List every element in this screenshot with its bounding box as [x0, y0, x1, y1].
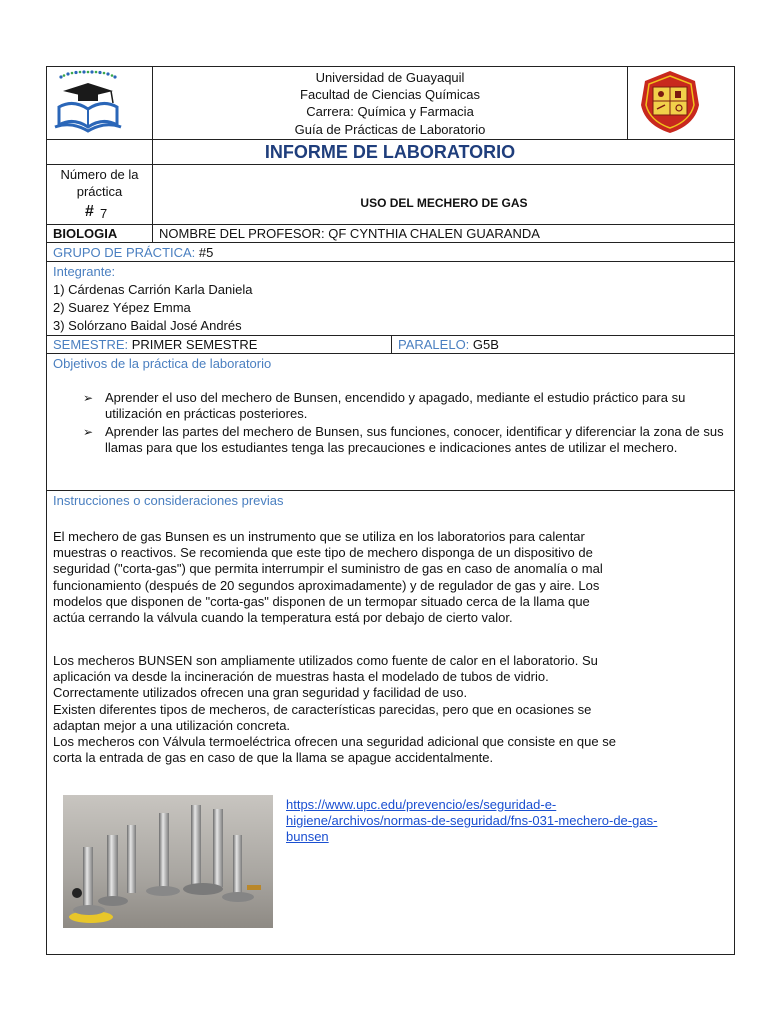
instructions-paragraph-2: Los mecheros BUNSEN son ampliamente utilizados como fuente de calor en el laboratorio. Su aplicación va desde la incineración de muestras hasta el modelado de tubos de vidrio. Correctamente utilizados ofrecen una gran seguridad y facilidad de uso. Existen diferentes tipos de mecheros, de características parecidas, pero que en ocasiones se adaptan mejor a una utilización concreta. Los mecheros con Válvula termoeléctrica ofrecen una seguridad adicional que consiste en que se corta la entrada de gas en caso de que la llama se apague accidentalmente. [53, 653, 616, 766]
member-item: 1) Cárdenas Carrión Karla Daniela [53, 282, 253, 297]
semester [53, 336, 257, 353]
divider [47, 242, 734, 243]
arrow-bullet-icon: ➢ [83, 391, 94, 405]
semester-label: SEMESTRE: [53, 337, 129, 352]
objectives-label: Objetivos de la práctica de laboratorio [53, 356, 272, 371]
reference-link-line[interactable]: bunsen [286, 829, 329, 845]
instructions-paragraph-1: El mechero de gas Bunsen es un instrumento que se utiliza en los laboratorios para calentar muestras o reactivos. Se recomienda que este tipo de mechero disponga de un dispositivo de seguridad ("corta-gas") que permita interrumpir el suministro de gas en caso de anomalía o mal funcionamiento (después de 20 segundos aproximadamente) y de regulador de gas y aire. Los modelos que disponen de "corta-gas" disponen de un termopar situado cerca de la llama que actúa cerrando la válvula cuando la temperatura está por debajo de cierto valor. [53, 529, 603, 626]
lab-report-page: Universidad de Guayaquil Facultad de Ciencias Químicas Carrera: Química y Farmacia Guía de Prácticas de Laboratorio INFORME DE LABORATORIO Número de la práctica # 7 USO DEL MECHERO DE GAS BIOLOGIA NOMBRE DEL PROFESOR: QF CYNTHIA CHALEN GUARANDA GRUPO DE PRÁCTICA: #5 Integrante: 1) Cárdenas Carrión Karla Daniela 2) Suarez Yépez Emma 3) Solórzano Baidal José Andrés SEMESTRE: PRIMER SEMESTRE PARALELO: G5B Objetivos de la práctica de laboratorio ➢ Aprender el uso del mechero de Bunsen, encendido y apagado, mediante el estudio práctico para su utilización en prácticas posteriores. ➢ Aprender las partes del mechero de Bunsen, sus funciones, conocer, identificar y diferenciar la zona de sus llamas para que los estudiantes tenga las precauciones e indicaciones antes de utilizar el mechero. Instrucciones o consideraciones previas El mechero de gas Bunsen es un instrumento que se utiliza en los laboratorios para calentar muestras o reactivos. Se recomienda que este tipo de mechero disponga de un dispositivo de seguridad ("corta-gas") que permita interrumpir el suministro de gas en caso de anomalía o mal funcionamiento (después de 20 segundos aproximadamente) y de regulador de gas y aire. Los modelos que disponen de "corta-gas" disponen de un termopar situado cerca de la llama que actúa cerrando la válvula cuando la temperatura está por debajo de cierto valor. Los mecheros BUNSEN son ampliamente utilizados como fuente de calor en el laboratorio. Su aplicación va desde la incineración de muestras hasta el modelado de tubos de vidrio. Correctamente utilizados ofrecen una gran seguridad y facilidad de uso. Existen diferentes tipos de mecheros, de características parecidas, pero que en ocasiones se adaptan mejor a una utilización concreta. Los mecheros con Válvula termoeléctrica ofrecen una seguridad adicional que consiste en que se corta la entrada de gas en caso de que la llama se apague accidentalmente. https://www.upc.edu/prevencio/es/seguridad-e- higiene/archivos/normas-de-seguridad/fns-031-mechero-de-gas- bunsen [46, 66, 735, 955]
instructions-label: Instrucciones o consideraciones previas [53, 493, 284, 508]
reference-link[interactable] [286, 797, 726, 846]
divider [47, 490, 734, 491]
parallel [398, 336, 499, 353]
member-item: 2) Suarez Yépez Emma [53, 300, 191, 315]
parallel-label: PARALELO: [398, 337, 470, 352]
divider [47, 139, 734, 140]
reference-link-line[interactable]: higiene/archivos/normas-de-seguridad/fns-031-mechero-de-gas- [286, 813, 658, 829]
faculty-name: Facultad de Ciencias Químicas [300, 87, 480, 102]
divider [627, 67, 628, 139]
practice-number-label-2: práctica [76, 184, 123, 199]
report-title: INFORME DE LABORATORIO [264, 142, 516, 162]
divider [47, 164, 734, 165]
university-name: Universidad de Guayaquil [315, 70, 465, 85]
guide-name: Guía de Prácticas de Laboratorio [294, 122, 486, 137]
practice-group-label: GRUPO DE PRÁCTICA: [53, 245, 196, 260]
reference-link-line[interactable]: https://www.upc.edu/prevencio/es/seguridad-e- [286, 797, 557, 812]
practice-hash: # [85, 203, 94, 220]
practice-number-label: Número de la [60, 167, 139, 182]
divider [47, 353, 734, 354]
arrow-bullet-icon: ➢ [83, 425, 94, 439]
practice-number: 7 [100, 206, 108, 221]
members-label: Integrante: [53, 264, 116, 279]
practice-topic: USO DEL MECHERO DE GAS [360, 196, 528, 210]
faculty-seal-logo [637, 69, 703, 135]
practice-group-value: #5 [198, 245, 214, 260]
member-item: 3) Solórzano Baidal José Andrés [53, 318, 242, 333]
divider [391, 335, 392, 353]
parallel-value: G5B [472, 337, 499, 352]
professor-name: NOMBRE DEL PROFESOR: QF CYNTHIA CHALEN GUARANDA [159, 226, 540, 241]
bunsen-burners-photo [63, 795, 273, 928]
career-name: Carrera: Química y Farmacia [306, 104, 474, 119]
practice-group [53, 244, 213, 261]
semester-value: PRIMER SEMESTRE [131, 337, 258, 352]
university-logo [53, 69, 147, 135]
divider [47, 261, 734, 262]
subject-name: BIOLOGIA [53, 226, 118, 241]
